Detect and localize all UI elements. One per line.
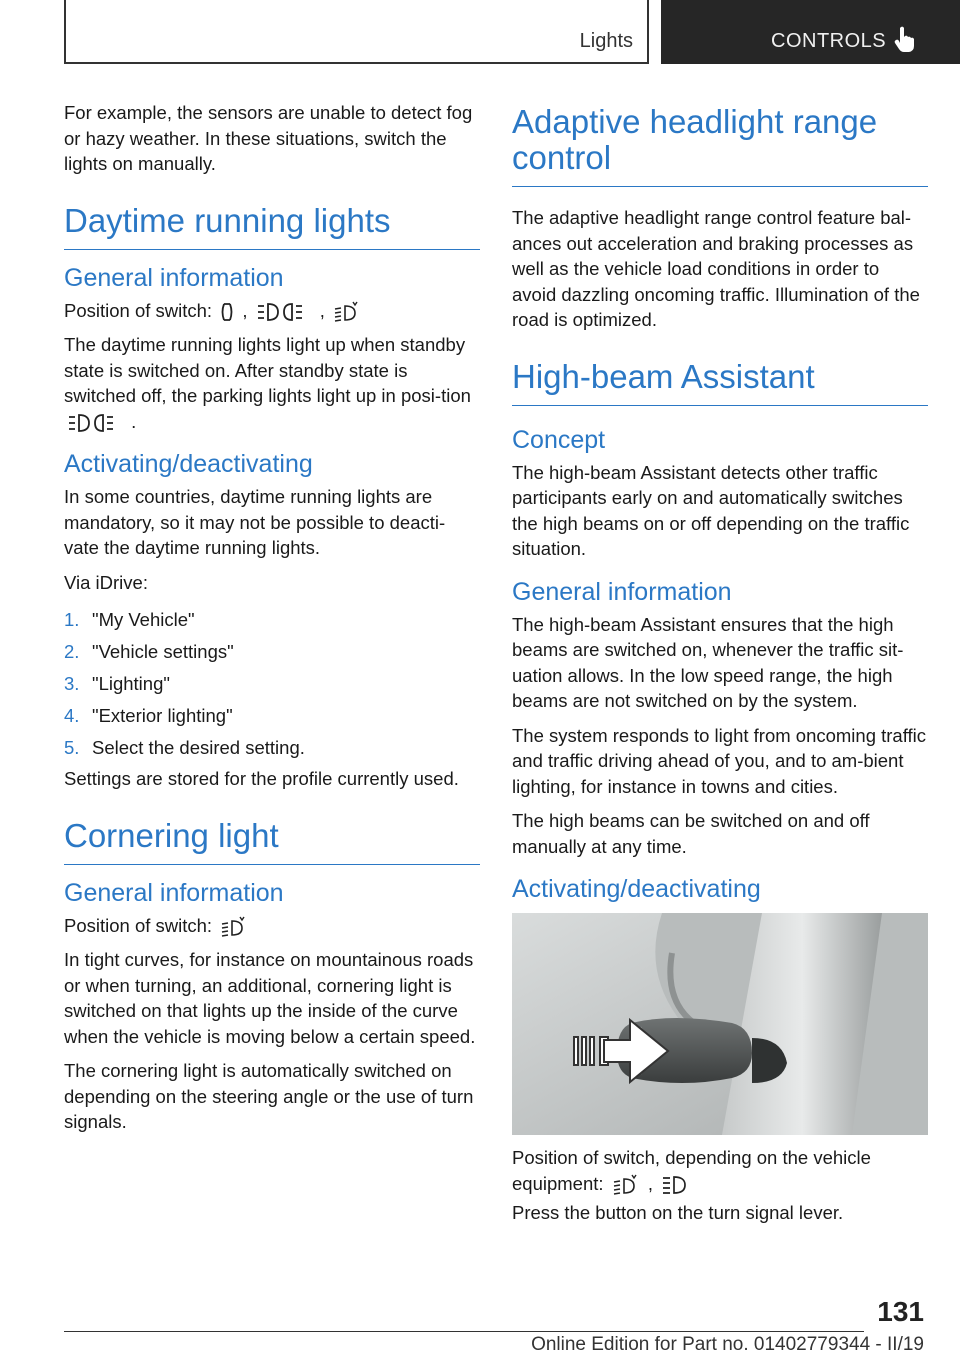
hba-general-text-3: The high beams can be switched on and off manually at any time. [512, 810, 870, 857]
auto-headlight-symbol-icon [220, 916, 248, 938]
ahr-text: The adaptive headlight range control feature bal-ances out acceleration and braking processes as well as the vehicle load conditions in order to avoid dazzling oncoming traffic. Illumination of the road is optimized. [512, 207, 920, 330]
figure-caption: Position of switch, depending on the vehicle equipment: , [512, 1145, 928, 1196]
header-section-tab [64, 0, 649, 64]
turn-signal-lever-illustration [512, 913, 928, 1135]
ahr-heading: Adaptive headlight range control [512, 104, 928, 187]
hba-general-text-2: The system responds to light from oncoming traffic and traffic driving ahead of you, and to am-bient lighting, for instance in towns and cities. [512, 724, 927, 797]
concept-heading: Concept [512, 425, 606, 454]
position-lights-symbol-icon [67, 412, 123, 434]
idrive-steps-list [64, 604, 480, 764]
header-section-label: Lights [579, 30, 633, 52]
list-item: 4. "Exterior lighting" [64, 705, 233, 726]
cornering-position-line: Position of switch: [64, 913, 480, 939]
hba-general-heading: General information [512, 577, 732, 606]
drl-position-line: Position of switch: , , [64, 298, 480, 324]
drl-via-idrive: Via iDrive: [64, 571, 148, 593]
left-column [64, 100, 480, 1144]
concept-text: The high-beam Assistant detects other traffic participants early on and automatically switches the high beams on or off depending on the traffic situation. [512, 461, 910, 559]
list-item: 5. Select the desired setting. [64, 737, 305, 758]
hba-general-text-1: The high-beam Assistant ensures that the high beams are switched on, whenever the traffic sit-uation allows. In the low speed range, the high beams are not switched on by the system. [512, 613, 904, 711]
press-button-text: Press the button on the turn signal lever. [512, 1202, 844, 1223]
footer-edition: Online Edition for Part no. 01402779344 - II/19 [531, 1334, 924, 1355]
cornering-text-2: The cornering light is automatically switched on depending on the steering angle or the use of turn signals. [64, 1060, 474, 1132]
cornering-general-heading: General information [64, 878, 284, 907]
auto-headlight-symbol-icon [333, 301, 361, 323]
drl-activate-text: In some countries, daytime running lights are mandatory, so it may not be possible to deacti-vate the daytime running lights. [64, 486, 446, 558]
cornering-heading: Cornering light [64, 818, 480, 865]
hba-heading: High-beam Assistant [512, 359, 928, 406]
right-column [512, 100, 928, 1235]
hba-activate-heading: Activating/deactivating [512, 875, 761, 903]
header-chapter-label: CONTROLS [771, 30, 887, 52]
intro-paragraph: For example, the sensors are unable to detect fog or hazy weather. In these situations, switch the lights on manually. [64, 102, 473, 174]
drl-position-label: Position of switch: [64, 299, 213, 321]
list-item: 1. "My Vehicle" [64, 609, 195, 630]
drl-general-heading: General information [64, 263, 284, 292]
drl-activate-heading: Activating/deactivating [64, 450, 313, 478]
drl-description: The daytime running lights light up when standby state is switched on. After standby state is switched off, the parking lights light up in posi-tion . [64, 332, 480, 434]
drl-settings-stored: Settings are stored for the profile currently used. [64, 768, 459, 789]
position-lights-symbol-icon [256, 301, 312, 323]
list-item: 2. "Vehicle settings" [64, 641, 234, 662]
drl-heading: Daytime running lights [64, 203, 480, 250]
auto-headlight-symbol-icon [612, 1174, 640, 1196]
list-item: 3. "Lighting" [64, 673, 170, 694]
cornering-text-1: In tight curves, for instance on mountainous roads or when turning, an additional, cornering light is switched on that lights up the inside of the curve when the vehicle is moving below a certain speed. [64, 949, 476, 1047]
footer-divider [64, 1331, 864, 1332]
parking-light-symbol-icon [220, 301, 234, 323]
page-number: 131 [877, 1296, 924, 1327]
high-beam-symbol-icon [661, 1174, 687, 1196]
hand-pointer-icon [892, 24, 920, 52]
